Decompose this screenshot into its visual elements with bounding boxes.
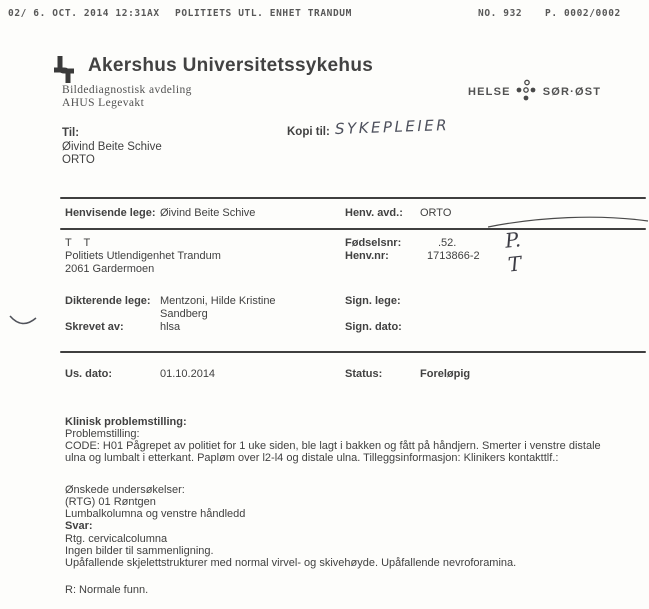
hospital-name: Akershus Universitetssykehus [88, 55, 374, 76]
code-text-line-2: ulna og lumbalt i etterkant. Papløm over l2-l4 og distale ulna. Tilleggsinformasjon: Klinikers kontakttlf.: [65, 452, 559, 464]
henvisende-lege-label: Henvisende lege: [65, 207, 156, 219]
divider-line-1 [60, 197, 646, 199]
us-dato-label: Us. dato: [65, 368, 113, 380]
hospital-department: Bildediagnostisk avdeling [62, 84, 192, 96]
helse-sor-ost-logo [468, 79, 601, 105]
henvnr-value: 1713866-2 [427, 250, 480, 262]
fax-sender: POLITIETS UTL. ENHET TRANDUM [175, 8, 352, 19]
helse-berries-icon [516, 79, 538, 105]
recipient-dept: ORTO [62, 154, 95, 166]
dikterende-lege-value-1: Mentzoni, Hilde Kristine [160, 295, 276, 307]
henv-avd-label: Henv. avd.: [345, 207, 403, 219]
status-value: Foreløpig [420, 368, 471, 380]
hospital-unit: AHUS Legevakt [62, 97, 145, 109]
onskede-heading: Ønskede undersøkelser: [65, 484, 185, 496]
helse-logo-text-left: HELSE [468, 86, 511, 98]
us-dato-value: 01.10.2014 [160, 368, 216, 380]
henvisende-lege-value: Øivind Beite Schive [160, 207, 256, 219]
henv-avd-value: ORTO [420, 207, 452, 219]
resultat-line: R: Normale funn. [65, 584, 149, 596]
skrevet-av-value: hlsa [160, 321, 181, 333]
patient-address-2: 2061 Gardermoen [65, 263, 155, 275]
til-label: Til: [62, 127, 80, 139]
rtg-cervical-line: Rtg. cervicalcolumna [65, 533, 168, 545]
skrevet-av-label: Skrevet av: [65, 321, 124, 333]
fax-number: NO. 932 [478, 8, 523, 19]
lumbal-line: Lumbalkolumna og venstre håndledd [65, 508, 246, 520]
problemstilling-label: Problemstilling: [65, 428, 140, 440]
recipient-name: Øivind Beite Schive [62, 141, 162, 153]
divider-line-3 [60, 351, 646, 353]
handwritten-t-mark: T [506, 251, 523, 277]
dikterende-lege-label: Dikterende lege: [65, 295, 151, 307]
ingen-bilder-line: Ingen bilder til sammenligning. [65, 545, 214, 557]
sign-dato-label: Sign. dato: [345, 321, 402, 333]
fax-timestamp: 02/ 6. OCT. 2014 12:31AX [8, 8, 160, 19]
margin-pen-curve [8, 312, 38, 337]
helse-logo-text-right: SØR·ØST [542, 86, 602, 98]
patient-address-1: Politiets Utlendigenhet Trandum [65, 250, 221, 262]
henvnr-label: Henv.nr: [345, 250, 389, 262]
code-text-line-1: CODE: H01 Pågrepet av politiet for 1 uke siden, ble lagt i bakken og fått på håndjern. Smerter i venstre distale [65, 440, 601, 452]
kopi-til-label: Kopi til: [287, 126, 330, 138]
dikterende-lege-value-2: Sandberg [160, 308, 208, 320]
rtg-line: (RTG) 01 Røntgen [65, 496, 156, 508]
handwritten-p-mark: P. [503, 227, 522, 253]
upafallende-line: Upåfallende skjelettstrukturer med normal virvel- og skivehøyde. Upåfallende nevroforamina. [65, 557, 517, 569]
status-label: Status: [345, 368, 383, 380]
patient-name: T T [65, 237, 91, 249]
sign-lege-label: Sign. lege: [345, 295, 401, 307]
fax-page-count: P. 0002/0002 [545, 8, 621, 19]
klinisk-heading: Klinisk problemstilling: [65, 416, 187, 428]
fodselsnr-label: Fødselsnr: [345, 237, 402, 249]
fodselsnr-value: .52. [438, 237, 457, 249]
svar-heading: Svar: [65, 520, 93, 532]
kopi-til-handwritten: SYKEPLEIER [334, 116, 450, 138]
